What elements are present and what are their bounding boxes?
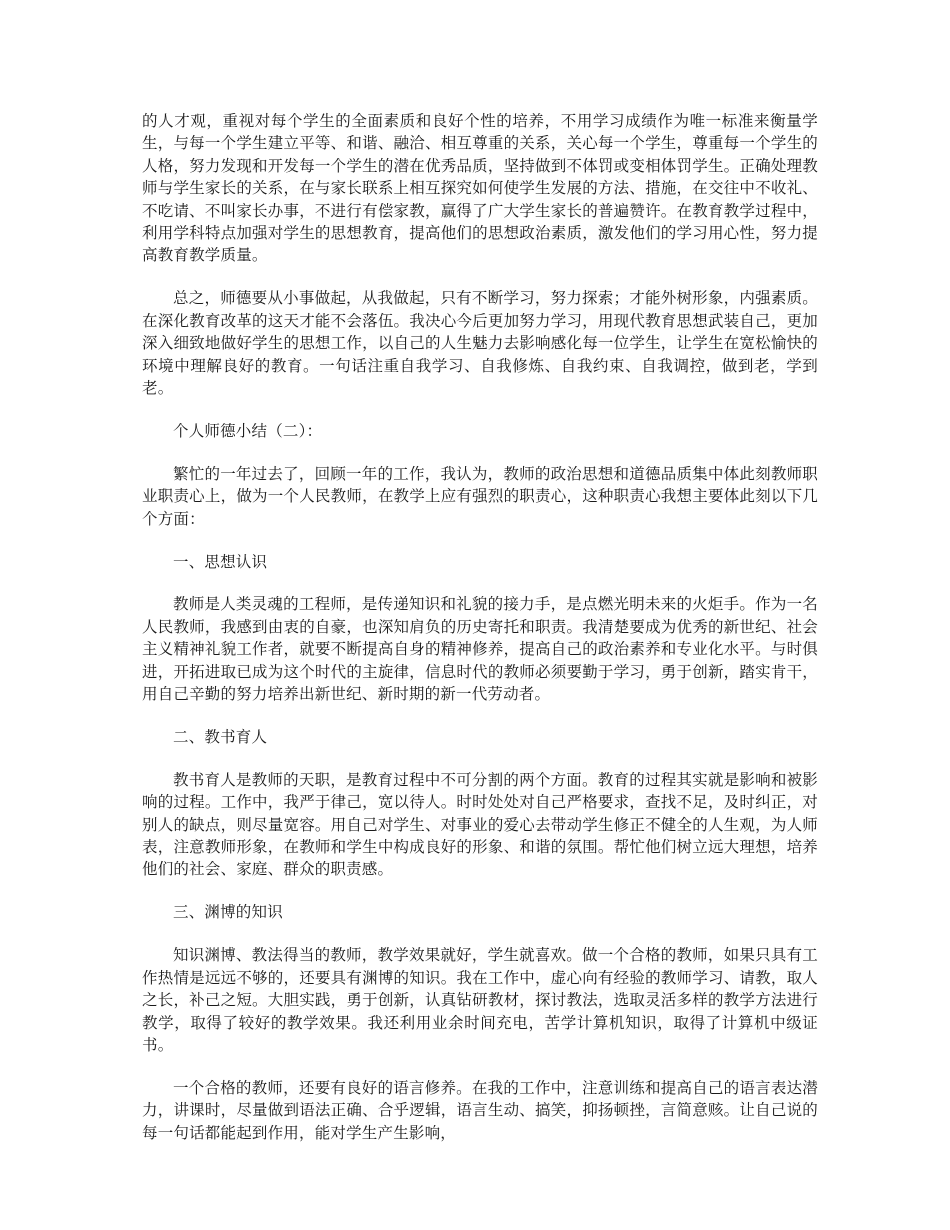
- section-heading: 一、思想认识: [173, 552, 268, 571]
- document-body: [142, 110, 818, 1165]
- section-heading: 二、教书育人: [173, 727, 268, 746]
- section-heading: 个人师德小结（二）：: [173, 421, 323, 440]
- paragraph: 一个合格的教师，还要有良好的语言修养。在我的工作中，注意训练和提高自己的语言表达潜力，讲课时，尽量做到语法正确、合乎逻辑，语言生动、搞笑，抑扬顿挫，言简意赅。让自己说的每一句话都能起到作用，能对学生产生影响，: [142, 1078, 818, 1142]
- paragraph: 教师是人类灵魂的工程师，是传递知识和礼貌的接力手，是点燃光明未来的火炬手。作为一名人民教师，我感到由衷的自豪，也深知肩负的历史寄托和职责。我清楚要成为优秀的新世纪、社会主义精神礼貌工作者，就要不断提高自身的精神修养，提高自己的政治素养和专业化水平。与时俱进，开拓进取已成为这个时代的主旋律，信息时代的教师必须要勤于学习，勇于创新，踏实肯干，用自己辛勤的努力培养出新世纪、新时期的新一代劳动者。: [142, 595, 818, 704]
- paragraph: 教书育人是教师的天职，是教育过程中不可分割的两个方面。教育的过程其实就是影响和被影响的过程。工作中，我严于律己，宽以待人。时时处处对自己严格要求，查找不足，及时纠正，对别人的缺点，则尽量宽容。用自己对学生、对事业的爱心去带动学生修正不健全的人生观，为人师表，注意教师形象，在教师和学生中构成良好的形象、和谐的氛围。帮忙他们树立远大理想，培养他们的社会、家庭、群众的职责感。: [142, 770, 818, 879]
- paragraph: 繁忙的一年过去了，回顾一年的工作，我认为，教师的政治思想和道德品质集中体此刻教师职业职责心上，做为一个人民教师，在教学上应有强烈的职责心，这种职责心我想主要体此刻以下几个方面：: [142, 464, 818, 528]
- paragraph: 总之，师德要从小事做起，从我做起，只有不断学习，努力探索；才能外树形象，内强素质。在深化教育改革的这天才能不会落伍。我决心今后更加努力学习，用现代教育思想武装自己，更加深入细致地做好学生的思想工作，以自己的人生魅力去影响感化每一位学生，让学生在宽松愉快的环境中理解良好的教育。一句话注重自我学习、自我修炼、自我约束、自我调控，做到老，学到老。: [142, 289, 818, 397]
- section-heading: 三、渊博的知识: [173, 903, 283, 922]
- paragraph: 知识渊博、教法得当的教师，教学效果就好，学生就喜欢。做一个合格的教师，如果只具有工作热情是远远不够的，还要具有渊博的知识。我在工作中，虚心向有经验的教师学习、请教，取人之长，补己之短。大胆实践，勇于创新，认真钻研教材，探讨教法，选取灵活多样的教学方法进行教学，取得了较好的教学效果。我还利用业余时间充电，苦学计算机知识，取得了计算机中级证书。: [142, 946, 818, 1054]
- paragraph: 的人才观，重视对每个学生的全面素质和良好个性的培养，不用学习成绩作为唯一标准来衡量学生，与每一个学生建立平等、和谐、融洽、相互尊重的关系，关心每一个学生，尊重每一个学生的人格，努力发现和开发每一个学生的潜在优秀品质，坚持做到不体罚或变相体罚学生。正确处理教师与学生家长的关系，在与家长联系上相互探究如何使学生发展的方法、措施，在交往中不收礼、不吃请、不叫家长办事，不进行有偿家教，赢得了广大学生家长的普遍赞许。在教育教学过程中，利用学科特点加强对学生的思想教育，提高他们的思想政治素质，激发他们的学习用心性，努力提高教育教学质量。: [142, 112, 818, 265]
